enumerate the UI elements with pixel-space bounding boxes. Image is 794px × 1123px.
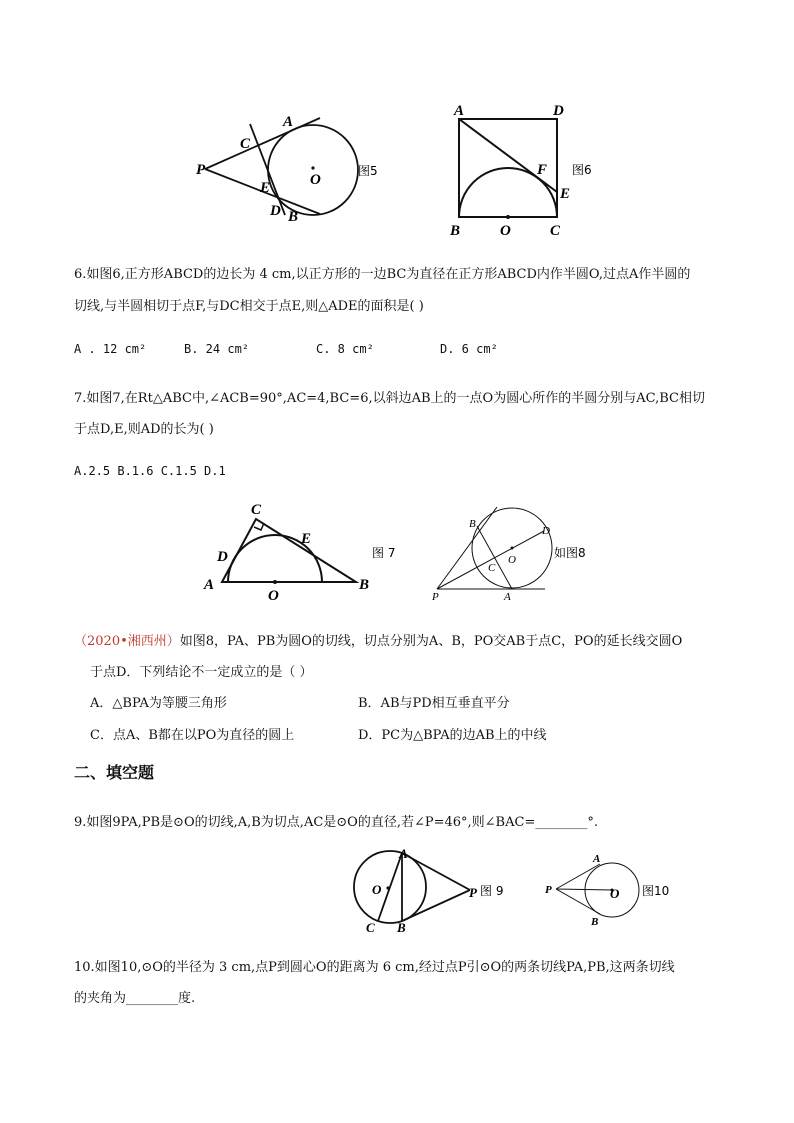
q10-line-2: 的夹角为________度.	[74, 991, 196, 1006]
fig7-label-d: D	[217, 549, 228, 565]
q6-line-1: 6.如图6,正方形ABCD的边长为 4 cm,以正方形的一边BC为直径在正方形ABCD内作半圆O,过点A作半圆的	[74, 267, 691, 282]
q8-option-a: A．△BPA为等腰三角形	[90, 696, 227, 711]
fig6-caption: 图6	[572, 163, 592, 177]
fig10-tangent-pa	[556, 864, 600, 889]
fig5-label-e: E	[260, 180, 271, 196]
q7-line-1: 7.如图7,在Rt△ABC中,∠ACB=90°,AC=4,BC=6,以斜边AB上的一点O为圆心所作的半圆分别与AC,BC相切	[74, 391, 705, 406]
fig10-tangent-pb	[556, 889, 600, 914]
fig9-label-o: O	[372, 882, 382, 897]
fig8-label-p: P	[432, 591, 439, 603]
fig10-label-a: A	[593, 853, 601, 865]
fig10-line-po	[556, 889, 612, 890]
fig8-caption: 如图8	[554, 546, 586, 560]
fig10-label-o: O	[610, 886, 620, 901]
q6-line-2: 切线,与半圆相切于点F,与DC相交于点E,则△ADE的面积是( )	[74, 299, 424, 314]
q8-source: （2020•湘西州）	[74, 634, 180, 649]
q8-stem: 如图8，PA、PB为圆O的切线，切点分别为A、B，PO交AB于点C，PO的延长线交圆O	[179, 634, 683, 649]
q6-option-b: B. 24 cm²	[184, 342, 250, 356]
fig5-label-o: O	[310, 172, 321, 188]
fig7-label-e: E	[301, 531, 312, 547]
fig6-label-d: D	[553, 103, 564, 119]
fig5-caption: 图5	[358, 164, 378, 178]
fig5-label-b: B	[288, 209, 299, 225]
fig7-label-c: C	[251, 502, 262, 518]
fig5-label-c: C	[240, 136, 251, 152]
q8-line-2: 于点D．下列结论不一定成立的是（ ）	[90, 665, 313, 680]
q8-option-d: D．PC为△BPA的边AB上的中线	[358, 728, 547, 743]
fig8-label-o: O	[508, 554, 516, 566]
fig5-label-a: A	[283, 114, 294, 130]
fig10-label-b: B	[591, 916, 599, 928]
q7-line-2: 于点D,E,则AD的长为( )	[74, 422, 214, 437]
fig9-label-a: A	[399, 846, 408, 861]
q8-option-c: C．点A、B都在以PO为直径的圆上	[90, 728, 295, 743]
fig6-label-f: F	[537, 162, 548, 178]
fig6-label-c: C	[550, 223, 561, 239]
fig10-caption: 图10	[642, 884, 670, 898]
q7-options: A.2.5 B.1.6 C.1.5 D.1	[74, 464, 226, 478]
fig6-label-o: O	[500, 223, 511, 239]
q6-option-d: D. 6 cm²	[440, 342, 498, 356]
q6-option-a: A . 12 cm²	[74, 342, 147, 356]
fig8-label-d: D	[542, 525, 550, 537]
q8-option-b: B．AB与PD相互垂直平分	[358, 696, 510, 711]
fig6-label-e: E	[560, 186, 571, 202]
fig7-label-o: O	[268, 588, 279, 604]
section-title-fill-in: 二、填空题	[74, 763, 155, 782]
fig9-label-c: C	[366, 920, 375, 935]
q9-line-1: 9.如图9PA,PB是⊙O的切线,A,B为切点,AC是⊙O的直径,若∠P=46°,则∠BAC=________°.	[74, 815, 598, 830]
fig9-label-p: P	[469, 885, 477, 900]
fig5-label-p: P	[196, 162, 206, 178]
fig7-label-a: A	[204, 577, 215, 593]
fig9-label-b: B	[397, 920, 406, 935]
fig8-label-c: C	[488, 562, 496, 574]
fig7-label-b: B	[359, 577, 370, 593]
q10-line-1: 10.如图10,⊙O的半径为 3 cm,点P到圆心O的距离为 6 cm,经过点P引⊙O的两条切线PA,PB,这两条切线	[74, 960, 675, 975]
fig8-label-b: B	[469, 518, 476, 530]
fig8-label-a: A	[504, 591, 511, 603]
q6-option-c: C. 8 cm²	[316, 342, 374, 356]
fig6-label-a: A	[454, 103, 465, 119]
fig6-label-b: B	[450, 223, 461, 239]
fig5-label-d: D	[270, 203, 281, 219]
fig9-caption: 图 9	[480, 884, 504, 898]
fig10-label-p: P	[545, 884, 552, 896]
fig7-caption: 图 7	[372, 546, 396, 560]
